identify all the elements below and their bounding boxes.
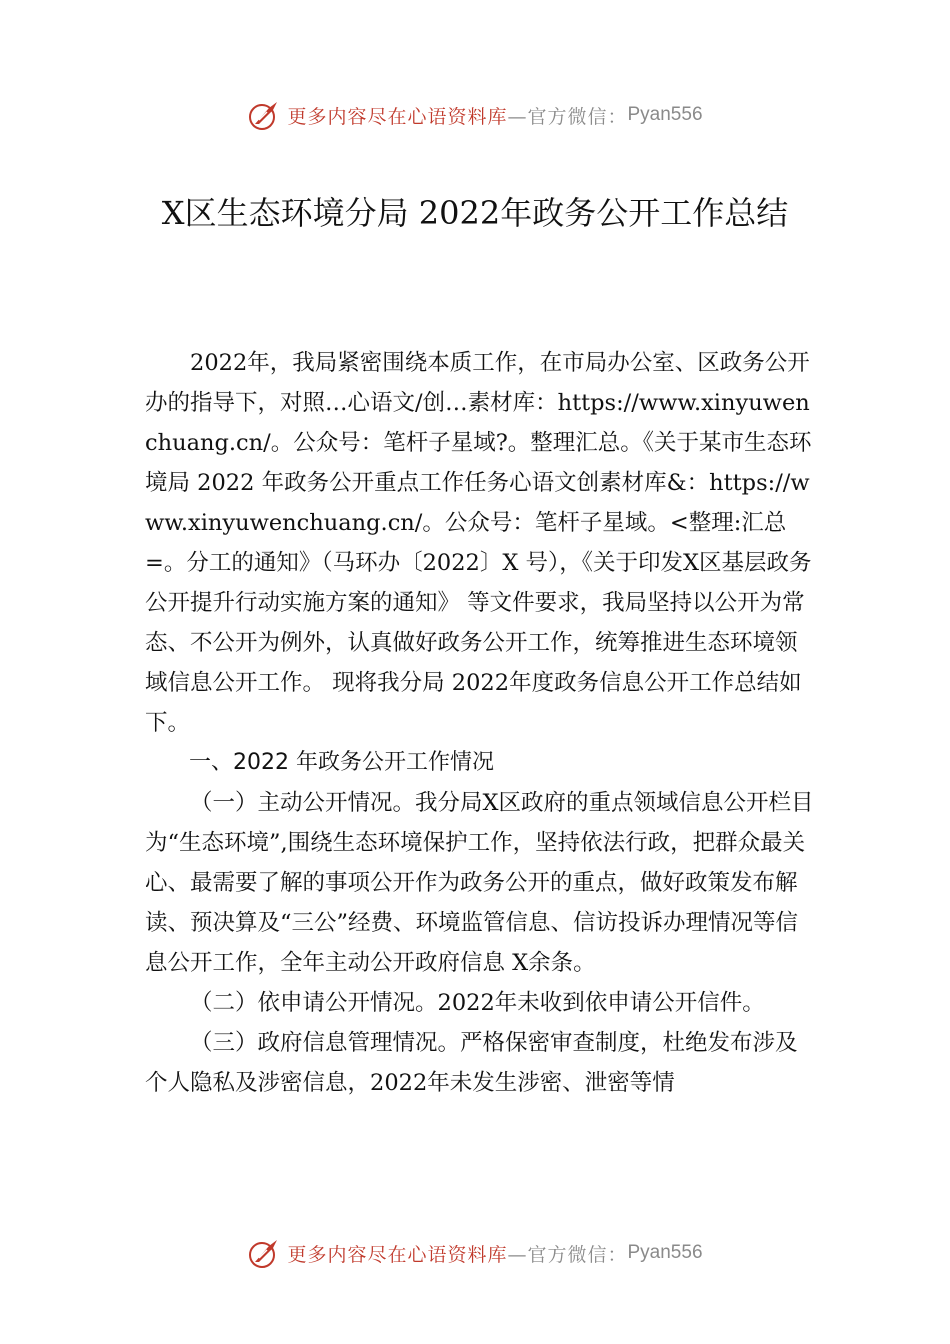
item-lead-1: （一）主动公开情况。 [190, 790, 416, 816]
watermark-wechat-label: —官方微信： [507, 1243, 628, 1266]
item-text-3: 严格保密审查制度，杜绝发布涉及个人隐私及涉密信息，2022年未发生涉密、泄密等情 [145, 1030, 798, 1096]
item-lead-3: （三）政府信息管理情况。 [190, 1030, 461, 1056]
watermark-site-text: 更多内容尽在心语资料库 [287, 1243, 508, 1266]
watermark-top [0, 95, 950, 135]
document-body [145, 343, 815, 1103]
intro-paragraph: 2022年，我局紧密围绕本质工作，在市局办公室、区政务公开办的指导下，对照…心语文/创…素材库：https://www.xinyuwenchuang.cn/。公众号：笔杆子星域?。整理汇总。《关于某市生态环境局 2022 年政务公开重点工作任务心语文创素材库&：https://www.xinyuwenchuang.cn/。公众号：笔杆子星域。<整理:汇总=。分工的通知》（马环办〔2022〕X 号），《关于印发X区基层政务公开提升行动实施方案的通知》 等文件要求，我局坚持以公开为常态、不公开为例外，认真做好政务公开工作，统筹推进生态环境领域信息公开工作。 现将我分局 2022年度政务信息公开工作总结如下。 [145, 350, 812, 736]
item-paragraph-3 [145, 1023, 815, 1103]
watermark-site-text: 更多内容尽在心语资料库 [287, 105, 508, 128]
section-heading: 一、2022 年政务公开工作情况 [189, 750, 494, 775]
watermark-wechat-id: Pyan556 [627, 1242, 703, 1263]
watermark-wechat-label: —官方微信： [507, 105, 628, 128]
item-paragraph-2 [145, 983, 815, 1023]
watermark-wechat-id: Pyan556 [627, 104, 703, 125]
watermark-bottom [0, 1233, 950, 1273]
item-lead-2: （二）依申请公开情况。 [190, 990, 438, 1016]
item-text-1: 我分局X区政府的重点领域信息公开栏目为“生态环境”,围绕生态环境保护工作，坚持依法行政，把群众最关心、最需要了解的事项公开作为政务公开的重点，做好政策发布解读、预决算及“三公”经费、环境监管信息、信访投诉办理情况等信息公开工作，全年主动公开政府信息 X余条。 [145, 790, 814, 976]
document-title: X区生态环境分局 2022年政务公开工作总结 [161, 194, 789, 232]
item-text-2: 2022年未收到依申请公开信件。 [437, 990, 765, 1016]
quill-logo-icon [247, 1236, 281, 1270]
quill-logo-icon [247, 98, 281, 132]
item-paragraph-1 [145, 783, 815, 983]
